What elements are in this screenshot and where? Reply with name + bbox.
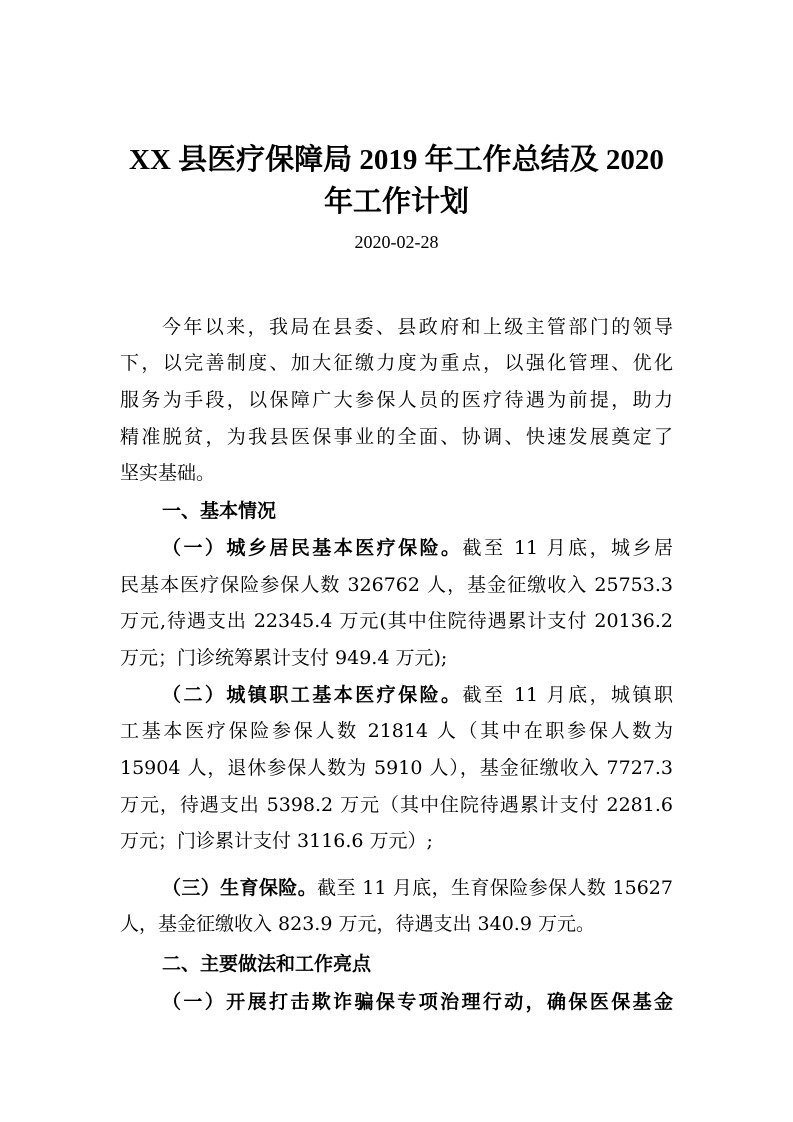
item2-first-line	[162, 680, 673, 710]
item2-line: 万元；门诊累计支付 3116.6 万元）;	[120, 830, 433, 852]
intro-line: 今年以来，我局在县委、县政府和上级主管部门的领导	[162, 316, 673, 338]
item3-text: 截至 11 月底，生育保险参保人数 15627	[317, 877, 673, 899]
intro-line: 下，以完善制度、加大征缴力度为重点，以强化管理、优化	[120, 352, 673, 374]
item1-text: 截至 11 月底，城乡居	[462, 537, 673, 559]
item1-line: 万元；门诊统筹累计支付 949.4 万元);	[120, 647, 448, 669]
item2-line: 万元，待遇支出 5398.2 万元（其中住院待遇累计支付 2281.6	[120, 794, 673, 816]
item2-label: （二）城镇职工基本医疗保险。	[162, 684, 463, 706]
title-line-1: XX 县医疗保障局 2019 年工作总结及 2020	[129, 144, 664, 176]
item1-line: 万元,待遇支出 22345.4 万元(其中住院待遇累计支付 20136.2	[120, 610, 673, 632]
item3-line: 人，基金征缴收入 823.9 万元，待遇支出 340.9 万元。	[120, 913, 595, 935]
item1-line: 民基本医疗保险参保人数 326762 人，基金征缴收入 25753.3	[120, 574, 673, 596]
item2-line: 工基本医疗保险参保人数 21814 人（其中在职参保人数为	[120, 720, 673, 742]
item1-first-line	[162, 533, 673, 563]
item2-line: 15904 人，退休参保人数为 5910 人），基金征缴收入 7727.3	[120, 757, 673, 779]
item3-label: （三）生育保险。	[162, 877, 318, 899]
section2-item1-label: （一）开展打击欺诈骗保专项治理行动，确保医保基金	[162, 991, 673, 1013]
title-line-2: 年工作计划	[323, 186, 469, 218]
section-heading-highlights: 二、主要做法和工作亮点	[162, 953, 372, 975]
document-date: 2020-02-28	[354, 232, 439, 252]
item1-label: （一）城乡居民基本医疗保险。	[162, 537, 463, 559]
intro-line: 坚实基础。	[120, 462, 216, 484]
item2-text: 截至 11 月底，城镇职	[462, 684, 673, 706]
intro-line: 精准脱贫，为我县医保事业的全面、协调、快速发展奠定了	[120, 426, 673, 448]
intro-line: 服务为手段，以保障广大参保人员的医疗待遇为前提，助力	[120, 389, 673, 411]
section-heading-basic: 一、基本情况	[162, 500, 277, 522]
item3-first-line	[162, 873, 673, 903]
